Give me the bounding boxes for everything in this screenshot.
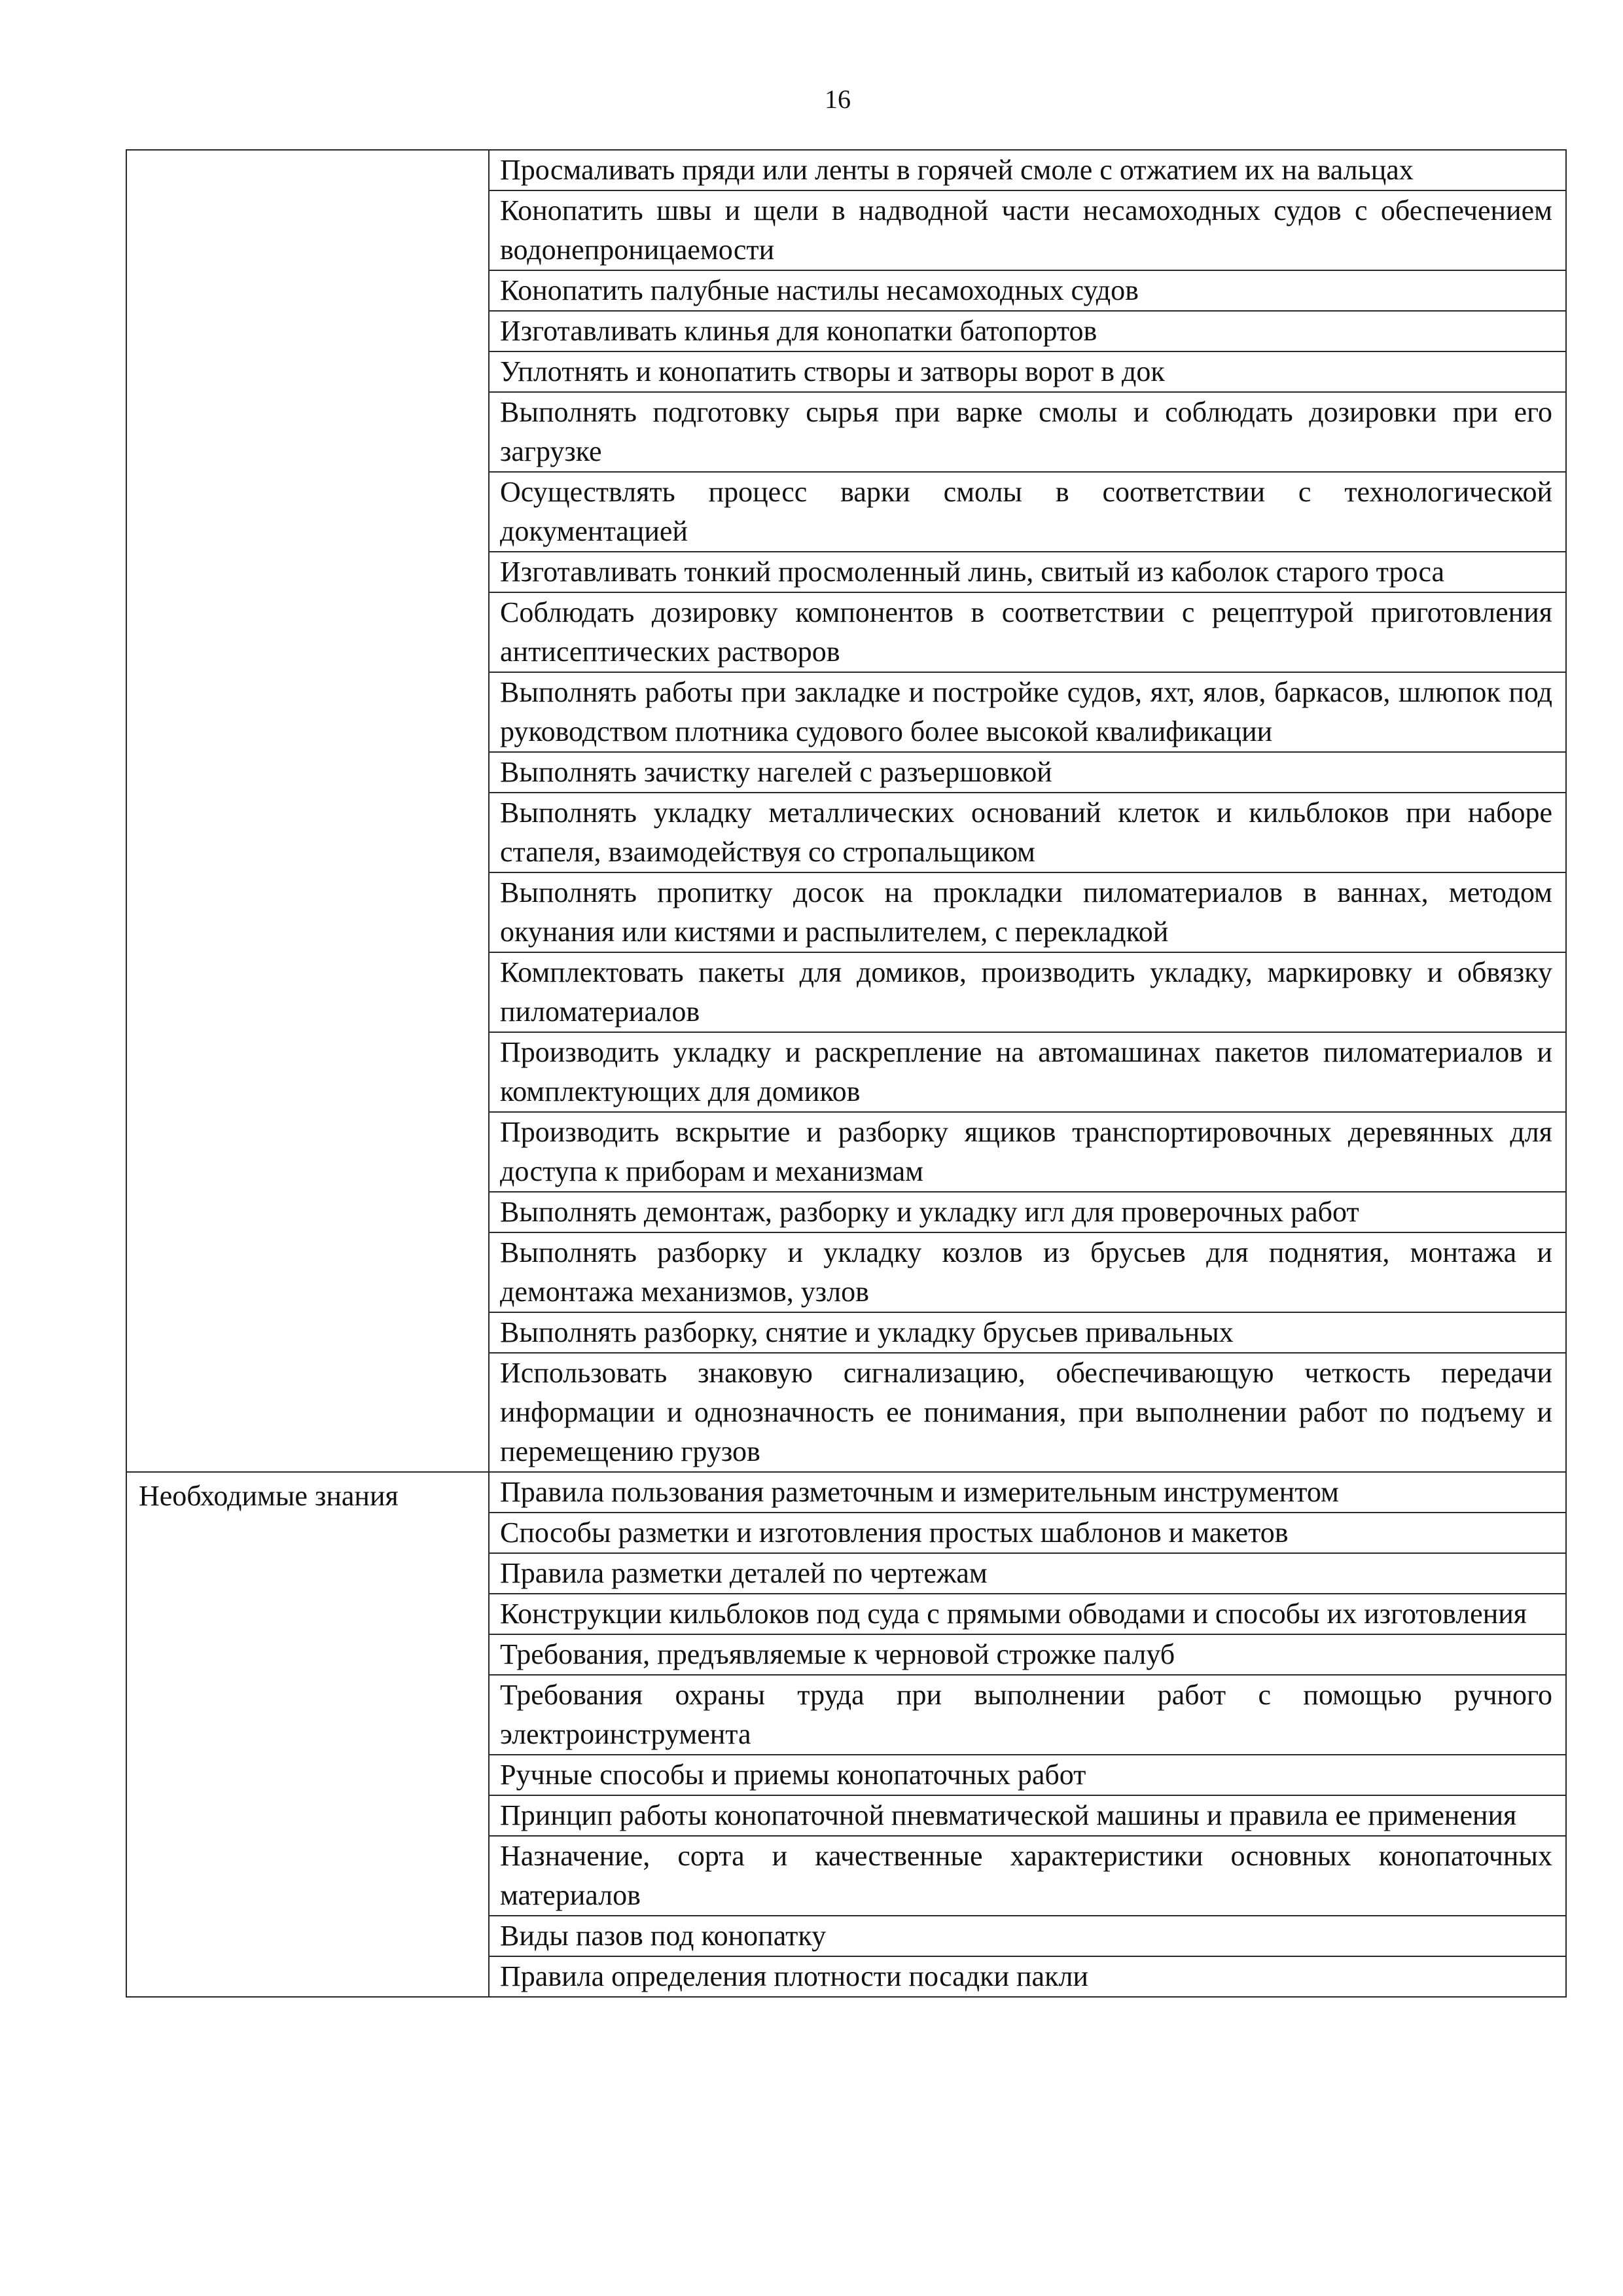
skill-item: Производить вскрытие и разборку ящиков транспортировочных деревянных для доступа к приборам и механизмам	[489, 1112, 1566, 1192]
skill-item: Выполнять разборку, снятие и укладку брусьев привальных	[489, 1312, 1566, 1353]
knowledge-label-cell	[126, 1472, 489, 1997]
knowledge-item: Ручные способы и приемы конопаточных работ	[489, 1755, 1566, 1795]
knowledge-item: Виды пазов под конопатку	[489, 1916, 1566, 1956]
skill-item: Выполнять подготовку сырья при варке смолы и соблюдать дозировки при его загрузке	[489, 392, 1566, 472]
knowledge-item: Требования охраны труда при выполнении работ с помощью ручного электроинструмента	[489, 1675, 1566, 1755]
skill-item: Выполнять пропитку досок на прокладки пиломатериалов в ваннах, методом окунания или кистями и распылителем, с перекладкой	[489, 872, 1566, 952]
knowledge-item: Назначение, сорта и качественные характеристики основных конопаточных материалов	[489, 1836, 1566, 1916]
skill-item: Выполнять разборку и укладку козлов из брусьев для поднятия, монтажа и демонтажа механизмов, узлов	[489, 1232, 1566, 1312]
skills-label-cell	[126, 150, 489, 1472]
knowledge-item: Правила определения плотности посадки пакли	[489, 1956, 1566, 1997]
knowledge-item: Требования, предъявляемые к черновой строжке палуб	[489, 1634, 1566, 1675]
knowledge-item: Конструкции кильблоков под суда с прямыми обводами и способы их изготовления	[489, 1594, 1566, 1634]
page-number: 16	[825, 84, 851, 114]
knowledge-item: Способы разметки и изготовления простых шаблонов и макетов	[489, 1513, 1566, 1553]
skills-label	[127, 151, 488, 154]
skill-item: Производить укладку и раскрепление на автомашинах пакетов пиломатериалов и комплектующих для домиков	[489, 1032, 1566, 1112]
skill-item: Выполнять работы при закладке и постройке судов, яхт, ялов, баркасов, шлюпок под руководством плотника судового более высокой квалификации	[489, 672, 1566, 752]
skill-item: Конопатить палубные настилы несамоходных судов	[489, 270, 1566, 311]
skill-item: Уплотнять и конопатить створы и затворы ворот в док	[489, 351, 1566, 392]
skill-item: Осуществлять процесс варки смолы в соответствии с технологической документацией	[489, 472, 1566, 552]
skill-item: Выполнять демонтаж, разборку и укладку игл для проверочных работ	[489, 1192, 1566, 1232]
skill-item: Изготавливать клинья для конопатки батопортов	[489, 311, 1566, 351]
skill-item: Использовать знаковую сигнализацию, обеспечивающую четкость передачи информации и однозначность ее понимания, при выполнении работ по подъему и перемещению грузов	[489, 1353, 1566, 1472]
knowledge-item: Принцип работы конопаточной пневматической машины и правила ее применения	[489, 1795, 1566, 1836]
knowledge-item: Правила пользования разметочным и измерительным инструментом	[489, 1472, 1566, 1513]
table-row	[126, 150, 1566, 190]
skill-item: Комплектовать пакеты для домиков, производить укладку, маркировку и обвязку пиломатериалов	[489, 952, 1566, 1032]
skill-item: Соблюдать дозировку компонентов в соответствии с рецептурой приготовления антисептических растворов	[489, 592, 1566, 672]
skill-item: Выполнять зачистку нагелей с разъершовкой	[489, 752, 1566, 793]
skill-item: Просмаливать пряди или ленты в горячей смоле с отжатием их на вальцах	[489, 150, 1566, 190]
skill-item: Выполнять укладку металлических оснований клеток и кильблоков при наборе стапеля, взаимодействуя со стропальщиком	[489, 793, 1566, 872]
table-row	[126, 1472, 1566, 1513]
knowledge-label: Необходимые знания	[139, 1480, 399, 1512]
knowledge-item: Правила разметки деталей по чертежам	[489, 1553, 1566, 1594]
skill-item: Конопатить швы и щели в надводной части несамоходных судов с обеспечением водонепроницаемости	[489, 190, 1566, 270]
competency-table	[126, 149, 1567, 1998]
skill-item: Изготавливать тонкий просмоленный линь, свитый из каболок старого троса	[489, 552, 1566, 592]
